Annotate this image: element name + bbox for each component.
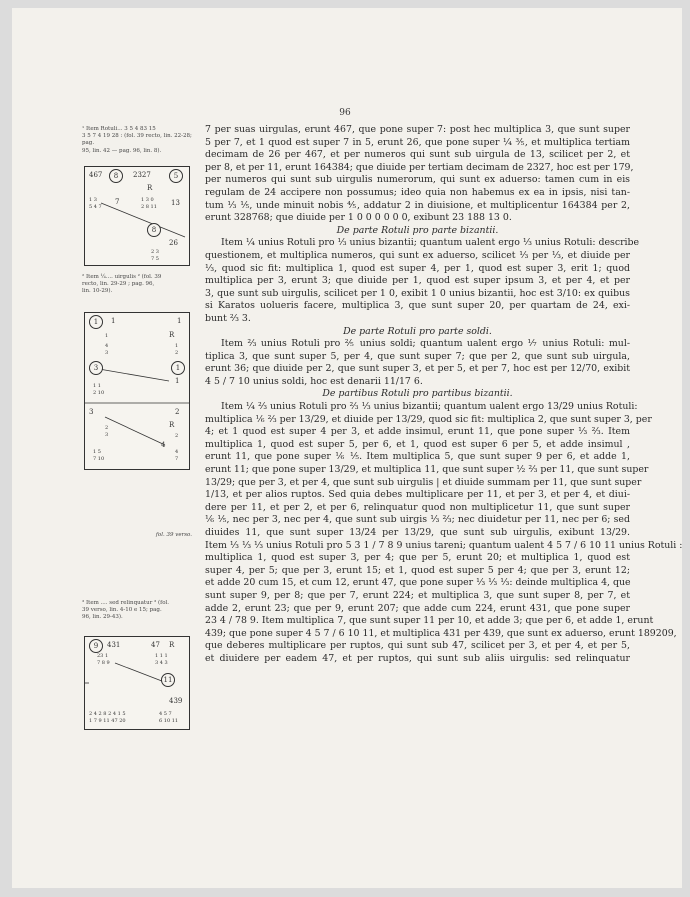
value: 431	[107, 641, 121, 649]
fraction: 23 1	[97, 653, 109, 659]
text-line: multiplica 1, quod est super 3, per 4; que per 5, erunt 20; et multiplica 1, quod est	[205, 552, 630, 564]
margin-note	[82, 274, 192, 296]
diagonal-line	[115, 663, 167, 683]
note-line: fol. 39 verso.	[155, 532, 192, 538]
computation-diagram-1	[84, 166, 190, 266]
fraction: 3	[105, 350, 109, 356]
fraction: 4	[105, 343, 109, 349]
circled-value: 3	[89, 361, 103, 375]
fraction: 2	[175, 350, 179, 356]
fraction: 1 3 0	[141, 197, 154, 203]
fraction: 4	[175, 449, 179, 455]
text-line: Item ¼ unius Rotuli pro ⅓ unius bizantii; quantum ualent ergo ⅓ unius Rotuli: describe	[221, 237, 640, 249]
text-line: tiplica 3, que sunt super 5, per 4, que sunt super 7; que per 2, que sunt sub uirgula,	[205, 350, 630, 362]
fraction: 2 10	[93, 390, 105, 396]
fraction: 3 4 3	[155, 660, 168, 666]
fraction: 1 1 1	[155, 653, 168, 659]
text-line: Item ⅓ ⅓ ⅓ unius Rotuli pro 5 3 1 / 7 8 9 unius tareni; quantum ualent 4 5 7 / 6 10 11 unius Rotuli :	[205, 539, 683, 551]
circled-value: 1	[171, 361, 185, 375]
text-line: 1/13, et per alios ruptos. Sed quia debes multiplicare per 11, et per 3, et per 4, et diui-	[205, 489, 630, 501]
value: 1	[175, 377, 180, 385]
value: 1	[177, 317, 182, 325]
circled-value: 8	[109, 169, 123, 183]
value: 7	[115, 198, 120, 206]
text-line: ⅙ ⅕, nec per 3, nec per 4, que sunt sub uirgis ⅓ ⅔; nec diuidetur per 11, nec per 6; sed	[205, 514, 630, 526]
text-line: multiplica 1, quod est super 5, per 6, et 1, quod est super 6 per 5, et adde insimul ,	[205, 438, 630, 450]
text-line: diuides 11, que sunt super 13/24 per 13/29, que sunt sub uirgulis, exibunt 13/29.	[205, 527, 630, 538]
text-line: 439; que pone super 4 5 7 / 6 10 11, et multiplica 431 per 439, que sunt ex aduerso, erunt 189209,	[205, 627, 677, 639]
recipe-mark: R	[169, 641, 175, 649]
circled-value: 11	[161, 673, 175, 687]
text-line: dere per 11, et per 2, et per 6, relinquatur quod non multiplicetur 11, que sunt super	[205, 501, 630, 513]
value: 439	[169, 697, 183, 705]
fraction: 4 5 7	[159, 711, 172, 717]
recipe-mark: R	[169, 331, 175, 339]
text-line: super 4, per 5; que per 3, erunt 15; et 1, quod est super 5 per 4; que per 3, erunt 12;	[205, 564, 630, 576]
fraction: 2	[105, 425, 109, 431]
fraction: 7 8 9	[97, 660, 110, 666]
text-line: multiplica per 3, erunt 3; que diuide per 1, quod est super ipsum 3, et per 4, et per	[205, 275, 630, 287]
value: 26	[169, 239, 178, 247]
recipe-mark: R	[147, 184, 153, 192]
diagonal-line	[99, 369, 169, 381]
section-heading: De parte Rotuli pro parte soldi.	[343, 325, 492, 337]
note-line: ³ Item .... sed relinquatur ³ (fol.	[82, 600, 170, 606]
text-line: si Karatos uolueris facere, multiplica 3, que sunt super 20, per quartam de 24, exi-	[205, 300, 630, 312]
text-line: Item ⅔ unius Rotuli pro ⅖ unius soldi; quantum ualent ergo ⅐ unius Rotuli: mul-	[221, 338, 630, 350]
text-line: per 8, et per 11, erunt 164384; que diuide per tertiam decimam de 2327, hoc est per 179,	[205, 161, 634, 173]
margin-note	[82, 600, 192, 622]
text-line: ⅓, quod sic fit: multiplica 1, quod est super 4, per 1, quod est super 3, erit 1; quod	[205, 262, 630, 274]
text-line: bunt ⅔ 3.	[205, 312, 251, 324]
text-line: erunt 328768; que diuide per 1 0 0 0 0 0 0, exibunt 23 188 13 0.	[205, 212, 512, 224]
fraction: 7 5	[151, 256, 159, 262]
computation-diagram-2	[84, 312, 190, 470]
text-line: per numeros qui sunt sub uirgulis numerorum, qui sunt ex aduerso: tamen cum in eis	[205, 174, 630, 186]
note-line: 3 5 7 4 19 28 : (fol. 39 recto, lin. 22-28; pag.	[82, 133, 192, 147]
text-line: 13/29; que per 3, et per 4, que sunt sub uirgulis | et diuide summam per 11, que sunt super	[205, 476, 642, 488]
note-line: recto, lin. 29-29 ; pag. 96,	[82, 281, 155, 288]
text-line: 4; et 1 quod est super 4 per 3, et adde insimul, erunt 11, que pone super ⅓ ⅔. Item	[205, 426, 630, 438]
text-line: 23 4 / 78 9. Item multiplica 7, que sunt super 11 per 10, et adde 3; que per 6, et adde 1, erunt	[205, 615, 654, 627]
text-line: decimam de 26 per 467, et per numeros qui sunt sub uirgula de 13, scilicet per 2, et	[205, 149, 630, 161]
text-line: 3, que sunt sub uirgulis, scilicet per 1 0, exibit 1 0 unius bizantii, hoc est 3/10: ex quibus	[205, 287, 630, 299]
fraction: 7	[175, 456, 179, 462]
fraction: 6 10 11	[159, 718, 179, 724]
value: 3	[89, 408, 94, 416]
text-line: erunt 11; que pone super 13/29, et multiplica 11, que sunt super ½ ⅔ per 11, que sunt super	[205, 464, 649, 476]
note-line: 95, lin. 42 — pag. 96, lin. 8).	[82, 147, 162, 154]
value: 467	[89, 171, 103, 179]
section-heading: De partibus Rotuli pro partibus bizantii.	[322, 388, 513, 400]
note-line: ² Item ¼.... uirgulis ² (fol. 39	[82, 274, 162, 280]
computation-diagram-3	[84, 636, 190, 730]
text-line: erunt 36; que diuide per 2, que sunt super 3, et per 5, et per 7, hoc est per 12/70, exibit	[205, 363, 630, 375]
text-line: 7 per suas uirgulas, erunt 467, que pone super 7: post hec multiplica 3, que sunt super	[205, 124, 630, 135]
text-line: que deberes multiplicare per ruptos, qui sunt sub 47, scilicet per 3, et per 4, et per 5,	[205, 640, 630, 652]
text-line: multiplica ⅙ ⅔ per 13/29, et diuide per 13/29, quod sic fit: multiplica 2, que sunt super 3, per	[205, 413, 652, 425]
note-line: 96, lin. 29-43).	[82, 614, 123, 621]
text-line: adde 2, erunt 23; que per 9, erunt 207; que adde cum 224, erunt 431, que pone super	[205, 602, 630, 614]
value: 2327	[133, 171, 151, 179]
text-line: 4 5 / 7 10 unius soldi, hoc est denarii 11/17 6.	[205, 375, 423, 387]
text-line: questionem, et multiplica numeros, qui sunt ex aduerso, scilicet ⅓ per ⅓, et diuide per	[205, 249, 630, 261]
fraction: 1 1	[93, 383, 101, 389]
text-line: tum ⅓ ⅕, unde minuit nobis ⅘, addatur 2 in diuisione, et multiplicentur 164384 per 2,	[205, 199, 630, 211]
value: 1	[111, 317, 116, 325]
page-number: 96	[339, 108, 351, 118]
fraction: 1	[175, 343, 179, 349]
main-text	[205, 124, 683, 666]
margin-note	[82, 532, 192, 539]
text-line: et diuidere per eadem 47, et per ruptos, qui sunt sub aliis uirgulis: sed relinquatur	[205, 652, 630, 664]
fraction: 2 8 11	[141, 204, 157, 210]
fraction: 5 4 7	[89, 204, 102, 210]
fraction: 2 4 2 8 2 4 1 5	[89, 711, 126, 717]
value: 13	[171, 199, 180, 207]
text-line: erunt 11, que pone super ⅙ ⅕. Item multiplica 5, que sunt super 9 per 6, et adde 1,	[205, 451, 630, 463]
margin-note	[82, 126, 192, 155]
fraction: 2 3	[151, 249, 159, 255]
note-line: lin. 10-29).	[82, 288, 113, 295]
fraction: 7 10	[93, 456, 105, 462]
fraction: 1 5	[93, 449, 101, 455]
fraction: 1 7 9 11 47 20	[89, 718, 126, 724]
text-line: 5 per 7, et 1 quod est super 7 in 5, erunt 26, que pone super ¼ ⅗, et multiplica tertiam	[205, 136, 630, 148]
fraction: 3	[105, 432, 109, 438]
circled-value: 5	[169, 169, 183, 183]
text-line: regulam de 24 accipere non possumus; ideo quia non habemus ex ea in ipsis, nisi tan-	[205, 186, 630, 198]
fraction: 2	[175, 433, 179, 439]
value: 4	[161, 441, 166, 449]
fraction: 1	[105, 333, 109, 339]
recipe-mark: R	[169, 421, 175, 429]
value: 2	[175, 408, 180, 416]
circled-value: 1	[89, 315, 103, 329]
circled-value: 9	[89, 639, 103, 653]
fraction: 1 3	[89, 197, 97, 203]
text-line: et adde 20 cum 15, et cum 12, erunt 47, que pone super ⅓ ⅓ ⅓: deinde multiplica 4, que	[205, 577, 631, 589]
value: 47	[151, 641, 160, 649]
circled-value: 8	[147, 223, 161, 237]
text-line: sunt super 9, per 8; que per 7, erunt 224; et multiplica 3, que sunt super 8, per 7, et	[205, 589, 630, 601]
text-line: Item ¼ ⅔ unius Rotuli pro ⅔ ⅓ unius bizantii; quantum ualent ergo 13/29 unius Rotuli:	[221, 401, 638, 413]
diagonal-line	[105, 417, 165, 445]
note-line: ¹ Item Rotuli... 3 5 4 83 15	[82, 126, 156, 132]
section-heading: De parte Rotuli pro parte bizantii.	[336, 224, 499, 236]
note-line: 39 verso, lin. 4-10 e 15; pag.	[82, 607, 162, 614]
